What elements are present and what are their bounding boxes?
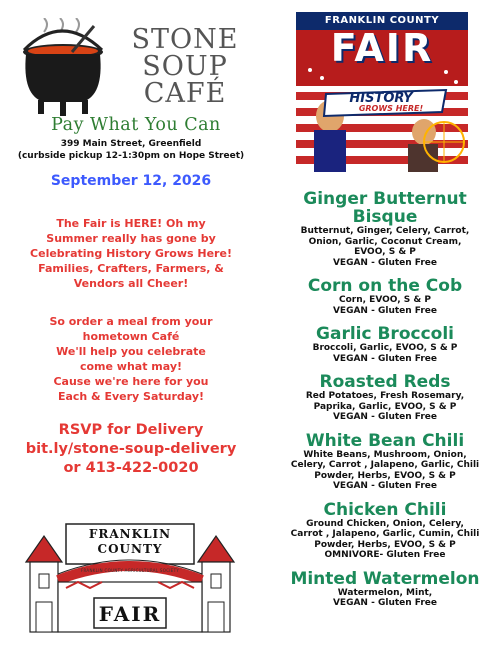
menu-item <box>280 373 490 423</box>
poster-title-top: FRANKLIN COUNTY <box>324 15 440 26</box>
menu-item-ingredients: Celery, Carrot , Jalapeno, Garlic, Chili <box>290 460 480 470</box>
cafe-logo <box>14 18 244 118</box>
fair-sign-line2: COUNTY <box>97 542 163 556</box>
fair-sign-line1: FRANKLIN <box>88 527 172 541</box>
menu-item-diet: VEGAN - Gluten Free <box>332 257 438 268</box>
poster-banner-line1: HISTORY <box>349 91 413 106</box>
event-date: September 12, 2026 <box>50 173 212 189</box>
menu-item-ingredients: Corn, EVOO, S & P <box>339 295 431 305</box>
tagline: Pay What You Can <box>51 115 221 135</box>
cafe-name <box>120 26 250 107</box>
menu-item <box>280 190 490 268</box>
announcement-line: come what may! <box>79 360 183 373</box>
fair-gate-illustration <box>22 522 238 634</box>
announcement-line: hometown Café <box>82 330 180 343</box>
rsvp-phone[interactable]: or 413-422-0020 <box>63 460 199 476</box>
cafe-name-line3: CAFÉ <box>143 78 227 109</box>
announcement-line: We'll help you celebrate <box>56 345 206 358</box>
poster-banner-line2: GROWS HERE! <box>358 104 424 113</box>
rsvp-link[interactable]: bit.ly/stone-soup-delivery <box>25 441 237 457</box>
menu-item-diet: VEGAN - Gluten Free <box>332 481 438 491</box>
announcement-line: Each & Every Saturday! <box>57 390 205 403</box>
menu-item-diet: VEGAN - Gluten Free <box>332 353 438 364</box>
menu-list <box>280 190 490 618</box>
menu-item-ingredients: Ground Chicken, Onion, Celery, <box>306 518 464 529</box>
announcement-line: So order a meal from your <box>49 315 213 328</box>
menu-item-ingredients: Onion, Garlic, Coconut Cream, <box>308 236 462 247</box>
cafe-name-line2: SOUP <box>142 51 228 82</box>
announcement-line: Summer really has gone by <box>46 232 216 245</box>
menu-item-ingredients: Red Potatoes, Fresh Rosemary, <box>305 391 465 401</box>
cafe-name-line1: STONE <box>131 24 239 55</box>
menu-item-ingredients: Watermelon, Mint, <box>337 587 433 598</box>
menu-item-ingredients: Powder, Herbs, EVOO, S & P <box>314 470 456 481</box>
menu-item-ingredients: Butternut, Ginger, Celery, Carrot, <box>300 226 470 236</box>
menu-item-ingredients: EVOO, S & P <box>354 247 416 257</box>
announcement-order <box>6 314 256 404</box>
menu-item-name: White Bean Chili <box>305 430 465 451</box>
menu-item <box>280 277 490 316</box>
address-line1: 399 Main Street, Greenfield <box>60 139 202 149</box>
menu-item-name: Bisque <box>352 207 418 227</box>
menu-item <box>280 570 490 609</box>
rsvp-block <box>6 421 256 478</box>
soup-pot-icon <box>14 18 124 118</box>
announcement-line: Families, Crafters, Farmers, & <box>38 262 224 275</box>
address-line2: (curbside pickup 12-1:30pm on Hope Street) <box>17 151 245 161</box>
fair-poster <box>296 12 468 172</box>
menu-item <box>280 325 490 364</box>
menu-item-name: Ginger Butternut <box>303 189 467 209</box>
menu-item-diet: OMNIVORE- Gluten Free <box>324 550 446 560</box>
menu-item-diet: VEGAN - Gluten Free <box>332 305 438 316</box>
menu-item-name: Minted Watermelon <box>290 568 480 589</box>
announcement-line: Cause we're here for you <box>53 375 209 388</box>
fair-arch-text: FRANKLIN COUNTY AGRICULTURAL SOCIETY <box>80 568 180 573</box>
announcement-line: The Fair is HERE! Oh my <box>56 217 206 230</box>
fair-gate-label: FAIR <box>98 602 162 626</box>
rsvp-heading: RSVP for Delivery <box>58 422 204 438</box>
menu-item-diet: VEGAN - Gluten Free <box>332 412 438 422</box>
poster-title-main: FAIR <box>330 26 434 70</box>
menu-item-ingredients: Broccoli, Garlic, EVOO, S & P <box>312 343 458 353</box>
announcement-line: Vendors all Cheer! <box>73 277 189 290</box>
menu-item-name: Chicken Chili <box>323 499 447 520</box>
menu-item-ingredients: White Beans, Mushroom, Onion, <box>303 449 467 460</box>
menu-item-name: Corn on the Cob <box>307 276 463 296</box>
announcement-fair <box>6 216 256 291</box>
menu-item-ingredients: Carrot , Jalapeno, Garlic, Cumin, Chili <box>290 529 480 539</box>
menu-item-name: Roasted Reds <box>319 372 451 392</box>
menu-item-ingredients: Powder, Herbs, EVOO, S & P <box>314 539 456 550</box>
menu-item <box>280 501 490 561</box>
announcement-line: Celebrating History Grows Here! <box>30 247 232 260</box>
menu-item-diet: VEGAN - Gluten Free <box>332 598 438 608</box>
menu-item-ingredients: Paprika, Garlic, EVOO, S & P <box>313 401 457 412</box>
menu-item-name: Garlic Broccoli <box>316 324 454 344</box>
address <box>6 138 256 162</box>
menu-item <box>280 432 490 492</box>
